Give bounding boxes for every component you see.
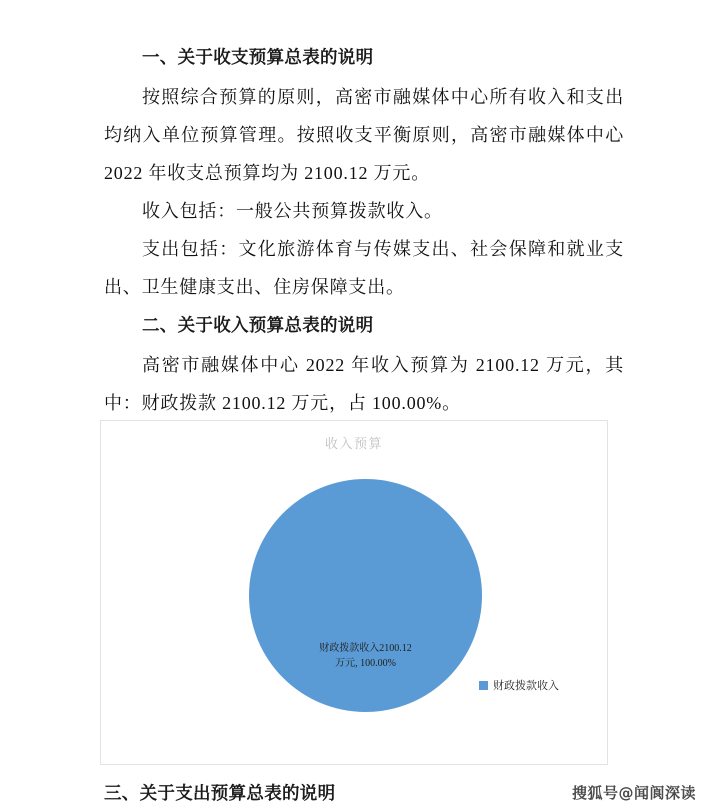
section-1-paragraph-3: 支出包括：文化旅游体育与传媒支出、社会保障和就业支出、卫生健康支出、住房保障支出。 [104, 239, 624, 297]
chart-legend [479, 677, 559, 693]
pie-data-label-line-2: 万元, 100.00% [335, 658, 396, 669]
section-heading-3: 三、关于支出预算总表的说明 [104, 784, 336, 804]
section-heading-2: 二、关于收入预算总表的说明 [142, 316, 374, 336]
pie-data-label [261, 641, 471, 671]
sohu-watermark: 搜狐号@闻阆深读 [571, 784, 696, 802]
pie-plot-area [249, 479, 482, 712]
section-heading-1: 一、关于收支预算总表的说明 [142, 48, 374, 68]
document-body [104, 38, 624, 422]
legend-swatch-icon [479, 681, 488, 690]
pie-data-label-line-1: 财政拨款收入2100.12 [319, 643, 412, 654]
section-1-paragraph-1: 按照综合预算的原则，高密市融媒体中心所有收入和支出均纳入单位预算管理。按照收支平衡原则，高密市融媒体中心 2022 年收支总预算均为 2100.12 万元。 [104, 87, 624, 183]
section-2-paragraph-1: 高密市融媒体中心 2022 年收入预算为 2100.12 万元，其中：财政拨款 2100.12 万元，占 100.00%。 [104, 355, 624, 413]
pie-slice-caizheng-bokuan [249, 479, 482, 712]
section-1-paragraph-2: 收入包括：一般公共预算拨款收入。 [142, 201, 443, 221]
income-budget-pie-chart [100, 420, 608, 765]
legend-label-caizheng-bokuan: 财政拨款收入 [493, 680, 559, 692]
chart-title: 收入预算 [324, 436, 383, 451]
